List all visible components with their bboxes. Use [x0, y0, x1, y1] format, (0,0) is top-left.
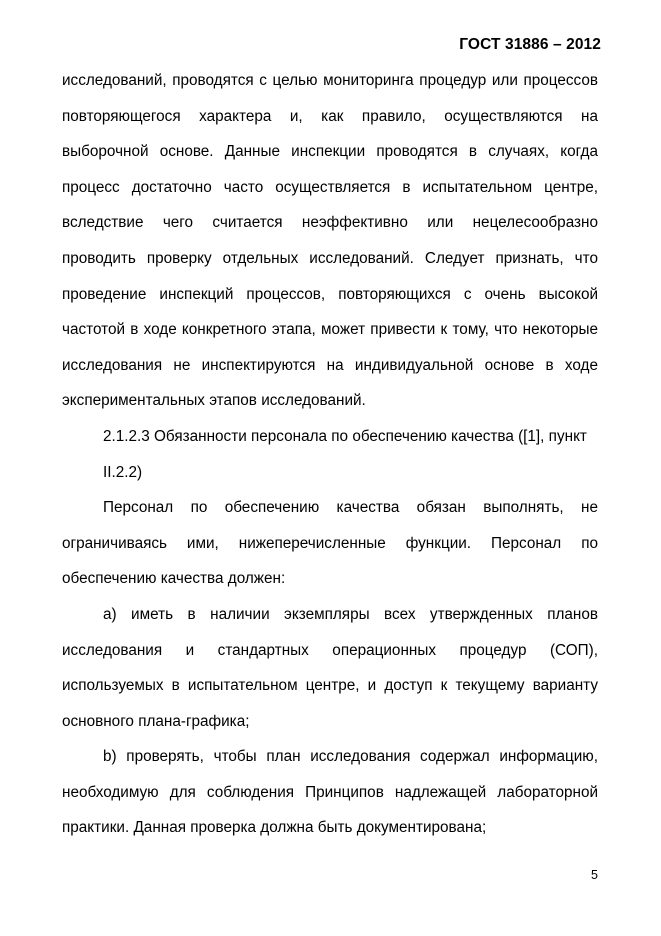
- list-item-b: b) проверять, чтобы план исследования содержал информацию, необходимую для соблюдения Принципов надлежащей лабораторной практики. Данная проверка должна быть документирована;: [62, 748, 598, 837]
- document-standard-header: ГОСТ 31886 – 2012: [459, 36, 601, 53]
- section-heading-2-1-2-3: 2.1.2.3 Обязанности персонала по обеспечению качества ([1], пункт II.2.2): [103, 427, 587, 481]
- paragraph-continuation: исследований, проводятся с целью мониторинга процедур или процессов повторяющегося характера и, как правило, осуществляются на выборочной основе. Данные инспекции проводятся в случаях, когда процесс достаточно часто осуществляется в испытательном центре, вследствие чего считается неэффективно или нецелесообразно проводить проверку отдельных исследований. Следует признать, что проведение инспекций процессов, повторяющихся с очень высокой частотой в ходе конкретного этапа, может привести к тому, что некоторые исследования не инспектируются на индивидуальной основе в ходе экспериментальных этапов исследований.: [62, 72, 598, 410]
- page-number: 5: [591, 868, 598, 882]
- list-item-a: а) иметь в наличии экземпляры всех утвержденных планов исследования и стандартных операционных процедур (СОП), используемых в испытательном центре, и доступ к текущему варианту основного плана-графика;: [62, 605, 598, 730]
- paragraph-qa-duties: Персонал по обеспечению качества обязан выполнять, не ограничиваясь ими, нижеперечисленные функции. Персонал по обеспечению качества должен:: [62, 499, 598, 588]
- document-body: [62, 63, 598, 846]
